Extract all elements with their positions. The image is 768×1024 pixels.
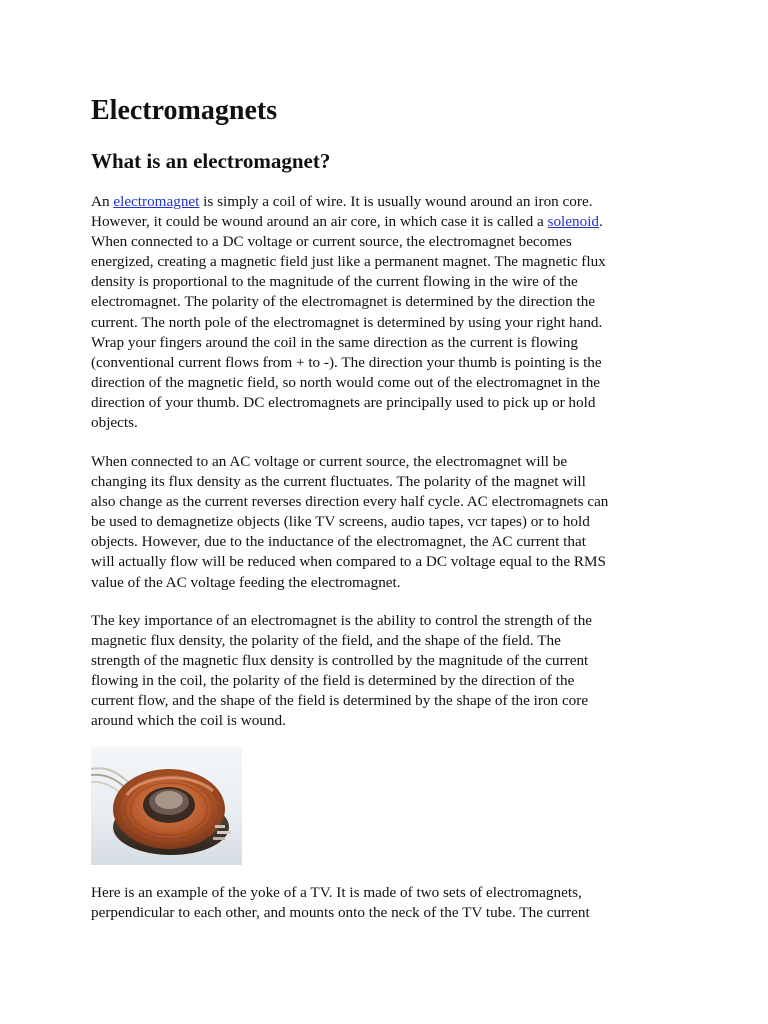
text-line: value of the AC voltage feeding the electromagnet.: [91, 573, 401, 591]
text-run: However, it could be wound around an air core, in which case it is called a: [91, 213, 548, 231]
text-line: magnetic flux density, the polarity of the field, and the shape of the field. The: [91, 632, 561, 650]
text-line: (conventional current flows from + to -). The direction your thumb is pointing is the: [91, 353, 602, 371]
text-line: Wrap your fingers around the coil in the same direction as the current is flowing: [91, 333, 578, 351]
tv-yoke-coil-photo: [91, 747, 242, 865]
text-line: Here is an example of the yoke of a TV. It is made of two sets of electromagnets,: [91, 884, 582, 901]
text-line: perpendicular to each other, and mounts onto the neck of the TV tube. The current: [91, 904, 590, 922]
text-line: be used to demagnetize objects (like TV screens, audio tapes, vcr tapes) or to hold: [91, 513, 590, 531]
text-run: is simply a coil of wire. It is usually wound around an iron core.: [199, 193, 593, 210]
text-line: The key importance of an electromagnet is the ability to control the strength of the: [91, 612, 593, 629]
text-run: An: [91, 193, 114, 210]
text-line: strength of the magnetic flux density is controlled by the magnitude of the current: [91, 652, 589, 670]
text-line: current. The north pole of the electromagnet is determined by using your right hand.: [91, 313, 603, 331]
text-line: electromagnet. The polarity of the electromagnet is determined by the direction the: [91, 293, 596, 311]
text-line: around which the coil is wound.: [91, 712, 286, 730]
solenoid-link[interactable]: solenoid: [547, 213, 600, 231]
text-line: flowing in the coil, the polarity of the field is determined by the direction of the: [91, 672, 575, 690]
text-line: density is proportional to the magnitude of the current flowing in the wire of the: [91, 273, 578, 291]
text-line: When connected to an AC voltage or current source, the electromagnet will be: [91, 453, 568, 470]
text-line: will actually flow will be reduced when compared to a DC voltage equal to the RMS: [91, 553, 606, 571]
text-run: .: [599, 213, 603, 231]
text-line: also change as the current reverses direction every half cycle. AC electromagnets can: [91, 493, 609, 511]
text-line: [91, 192, 681, 212]
text-line: When connected to a DC voltage or current source, the electromagnet becomes: [91, 233, 572, 251]
text-line: current flow, and the shape of the field is determined by the shape of the iron core: [91, 692, 589, 710]
text-line: energized, creating a magnetic field just like a permanent magnet. The magnetic flux: [91, 253, 606, 271]
paragraph-tv-yoke: [91, 883, 681, 923]
electromagnet-link[interactable]: electromagnet: [113, 193, 200, 210]
text-line: objects.: [91, 414, 138, 432]
text-line: direction of your thumb. DC electromagnets are principally used to pick up or hold: [91, 393, 596, 411]
text-line: [91, 212, 681, 232]
paragraph-intro: [91, 192, 681, 433]
paragraph-key-importance: [91, 611, 681, 732]
text-line: direction of the magnetic field, so north would come out of the electromagnet in the: [91, 373, 601, 391]
text-line: changing its flux density as the current fluctuates. The polarity of the magnet will: [91, 473, 586, 491]
text-line: objects. However, due to the inductance of the electromagnet, the AC current that: [91, 533, 586, 551]
section-heading: What is an electromagnet?: [91, 149, 331, 173]
page-title: Electromagnets: [91, 95, 278, 126]
tv-yoke-coil-icon: [91, 747, 242, 865]
paragraph-ac: [91, 452, 681, 593]
